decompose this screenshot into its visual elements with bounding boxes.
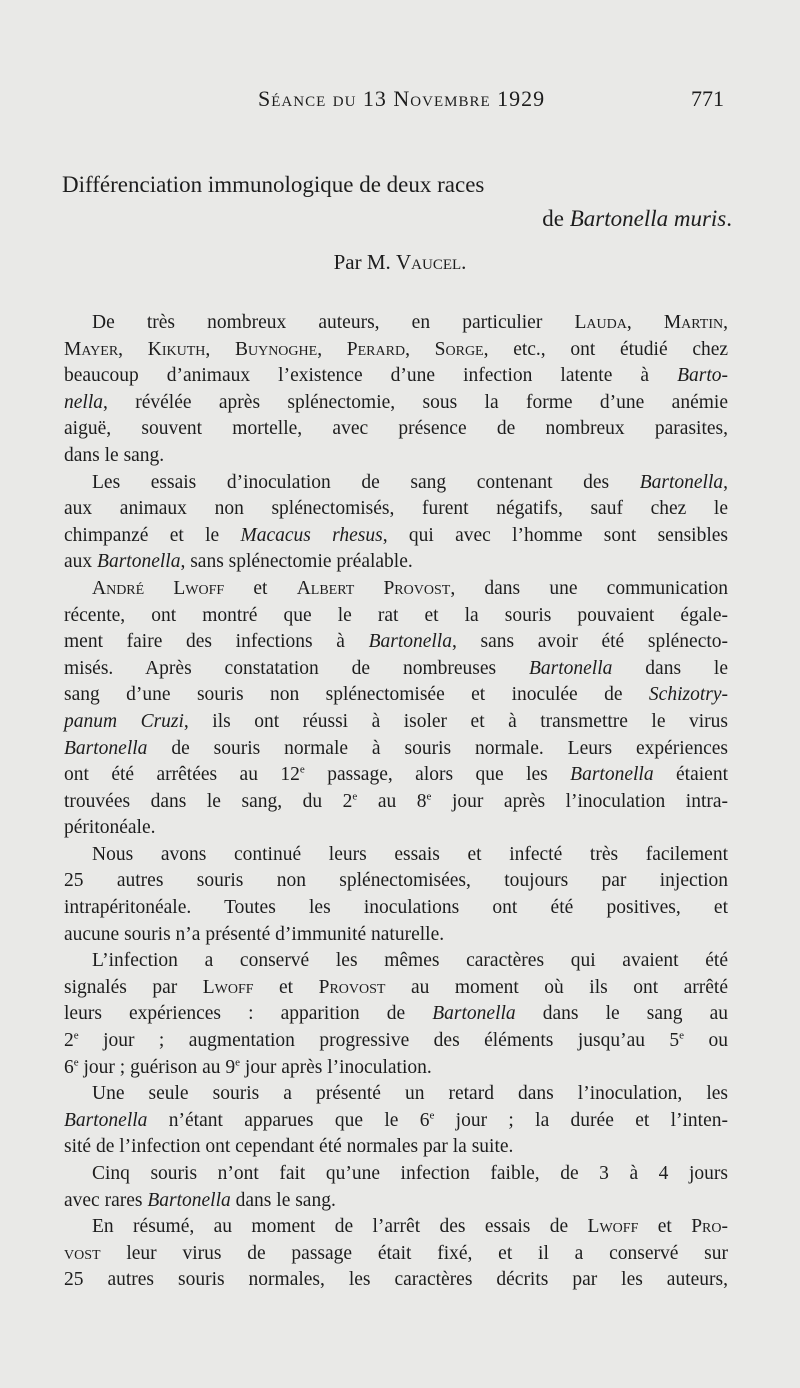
article-body <box>64 310 728 1294</box>
text-line: 6e jour ; guérison au 9e jour après l’inoculation. <box>64 1056 432 1078</box>
text-line: beaucoup d’animaux l’existence d’une infection latente à Barto- <box>64 365 728 387</box>
article-author: Par M. Vaucel. <box>333 250 467 274</box>
text-line: Mayer, Kikuth, Buynoghe, Perard, Sorge, etc., ont étudié chez <box>64 338 729 360</box>
paragraph <box>64 842 728 948</box>
paragraph <box>64 310 728 470</box>
page-header <box>0 86 800 118</box>
text-line: sang d’une souris non splénectomisée et inoculée de Schizotry- <box>64 684 728 706</box>
text-line: ont été arrêtées au 12e passage, alors que les Bartonella étaient <box>64 763 728 786</box>
text-line: 25 autres souris normales, les caractères décrits par les auteurs, <box>64 1269 728 1291</box>
text-line: chimpanzé et le Macacus rhesus, qui avec l’homme sont sensibles <box>64 524 728 546</box>
text-line: Cinq souris n’ont fait qu’une infection faible, de 3 à 4 jours <box>92 1163 728 1184</box>
title-genus: Bartonella muris <box>569 206 727 231</box>
text-line: signalés par Lwoff et Provost au moment où ils ont arrêté <box>64 976 728 998</box>
article-title <box>62 172 732 232</box>
paragraph <box>64 470 728 576</box>
text-line: aiguë, souvent mortelle, avec présence de nombreux parasites, <box>64 418 728 440</box>
text-line: En résumé, au moment de l’arrêt des essais de Lwoff et Pro- <box>92 1216 728 1238</box>
text-line: 25 autres souris non splénectomisées, toujours par injection <box>64 870 728 892</box>
text-line: péritonéale. <box>64 817 156 839</box>
text-line: L’infection a conservé les mêmes caractères qui avaient été <box>92 950 728 972</box>
text-line: misés. Après constatation de nombreuses Bartonella dans le <box>64 657 728 679</box>
author-name: Vaucel <box>396 250 462 274</box>
paragraph <box>64 576 728 842</box>
text-line: panum Cruzi, ils ont réussi à isoler et à transmettre le virus <box>64 710 728 732</box>
paragraph <box>64 1214 728 1294</box>
text-line: Une seule souris a présenté un retard dans l’inoculation, les <box>92 1083 728 1105</box>
text-line: 2e jour ; augmentation progressive des éléments jusqu’au 5e ou <box>64 1029 728 1052</box>
text-line: aucune souris n’a présenté d’immunité naturelle. <box>64 923 445 945</box>
page-number: 771 <box>691 86 724 111</box>
text-line: nella, révélée après splénectomie, sous la forme d’une anémie <box>64 391 728 413</box>
text-line: leurs expériences : apparition de Bartonella dans le sang au <box>64 1003 729 1025</box>
text-line: Bartonella de souris normale à souris normale. Leurs expériences <box>64 737 728 759</box>
text-line: récente, ont montré que le rat et la souris pouvaient égale- <box>64 604 728 626</box>
text-line: aux animaux non splénectomisés, furent négatifs, sauf chez le <box>64 498 728 520</box>
paragraph <box>64 1161 728 1214</box>
text-line: Bartonella n’étant apparues que le 6e jour ; la durée et l’inten- <box>64 1109 728 1131</box>
text-line: De très nombreux auteurs, en particulier Lauda, Martin, <box>92 312 728 333</box>
text-line: André Lwoff et Albert Provost, dans une communication <box>92 577 728 599</box>
text-line: avec rares Bartonella dans le sang. <box>64 1189 336 1211</box>
text-line: dans le sang. <box>64 444 165 466</box>
paragraph <box>64 948 728 1081</box>
text-line: Les essais d’inoculation de sang contenant des Bartonella, <box>92 471 728 493</box>
text-line: sité de l’infection ont cependant été normales par la suite. <box>64 1136 514 1158</box>
text-line: aux Bartonella, sans splénectomie préalable. <box>64 551 413 573</box>
title-line-2: de Bartonella muris. <box>542 206 732 231</box>
text-line: vost leur virus de passage était fixé, et il a conservé sur <box>64 1242 728 1264</box>
text-line: ment faire des infections à Bartonella, sans avoir été splénecto- <box>64 631 729 653</box>
title-line-1: Différenciation immunologique de deux races <box>62 172 485 197</box>
text-line: intrapéritonéale. Toutes les inoculations ont été positives, et <box>64 897 728 919</box>
text-line: Nous avons continué leurs essais et infecté très facilement <box>92 843 728 865</box>
paragraph <box>64 1081 728 1161</box>
running-title: Séance du 13 Novembre 1929 <box>258 86 546 111</box>
text-line: trouvées dans le sang, du 2e au 8e jour après l’inoculation intra- <box>64 790 728 812</box>
